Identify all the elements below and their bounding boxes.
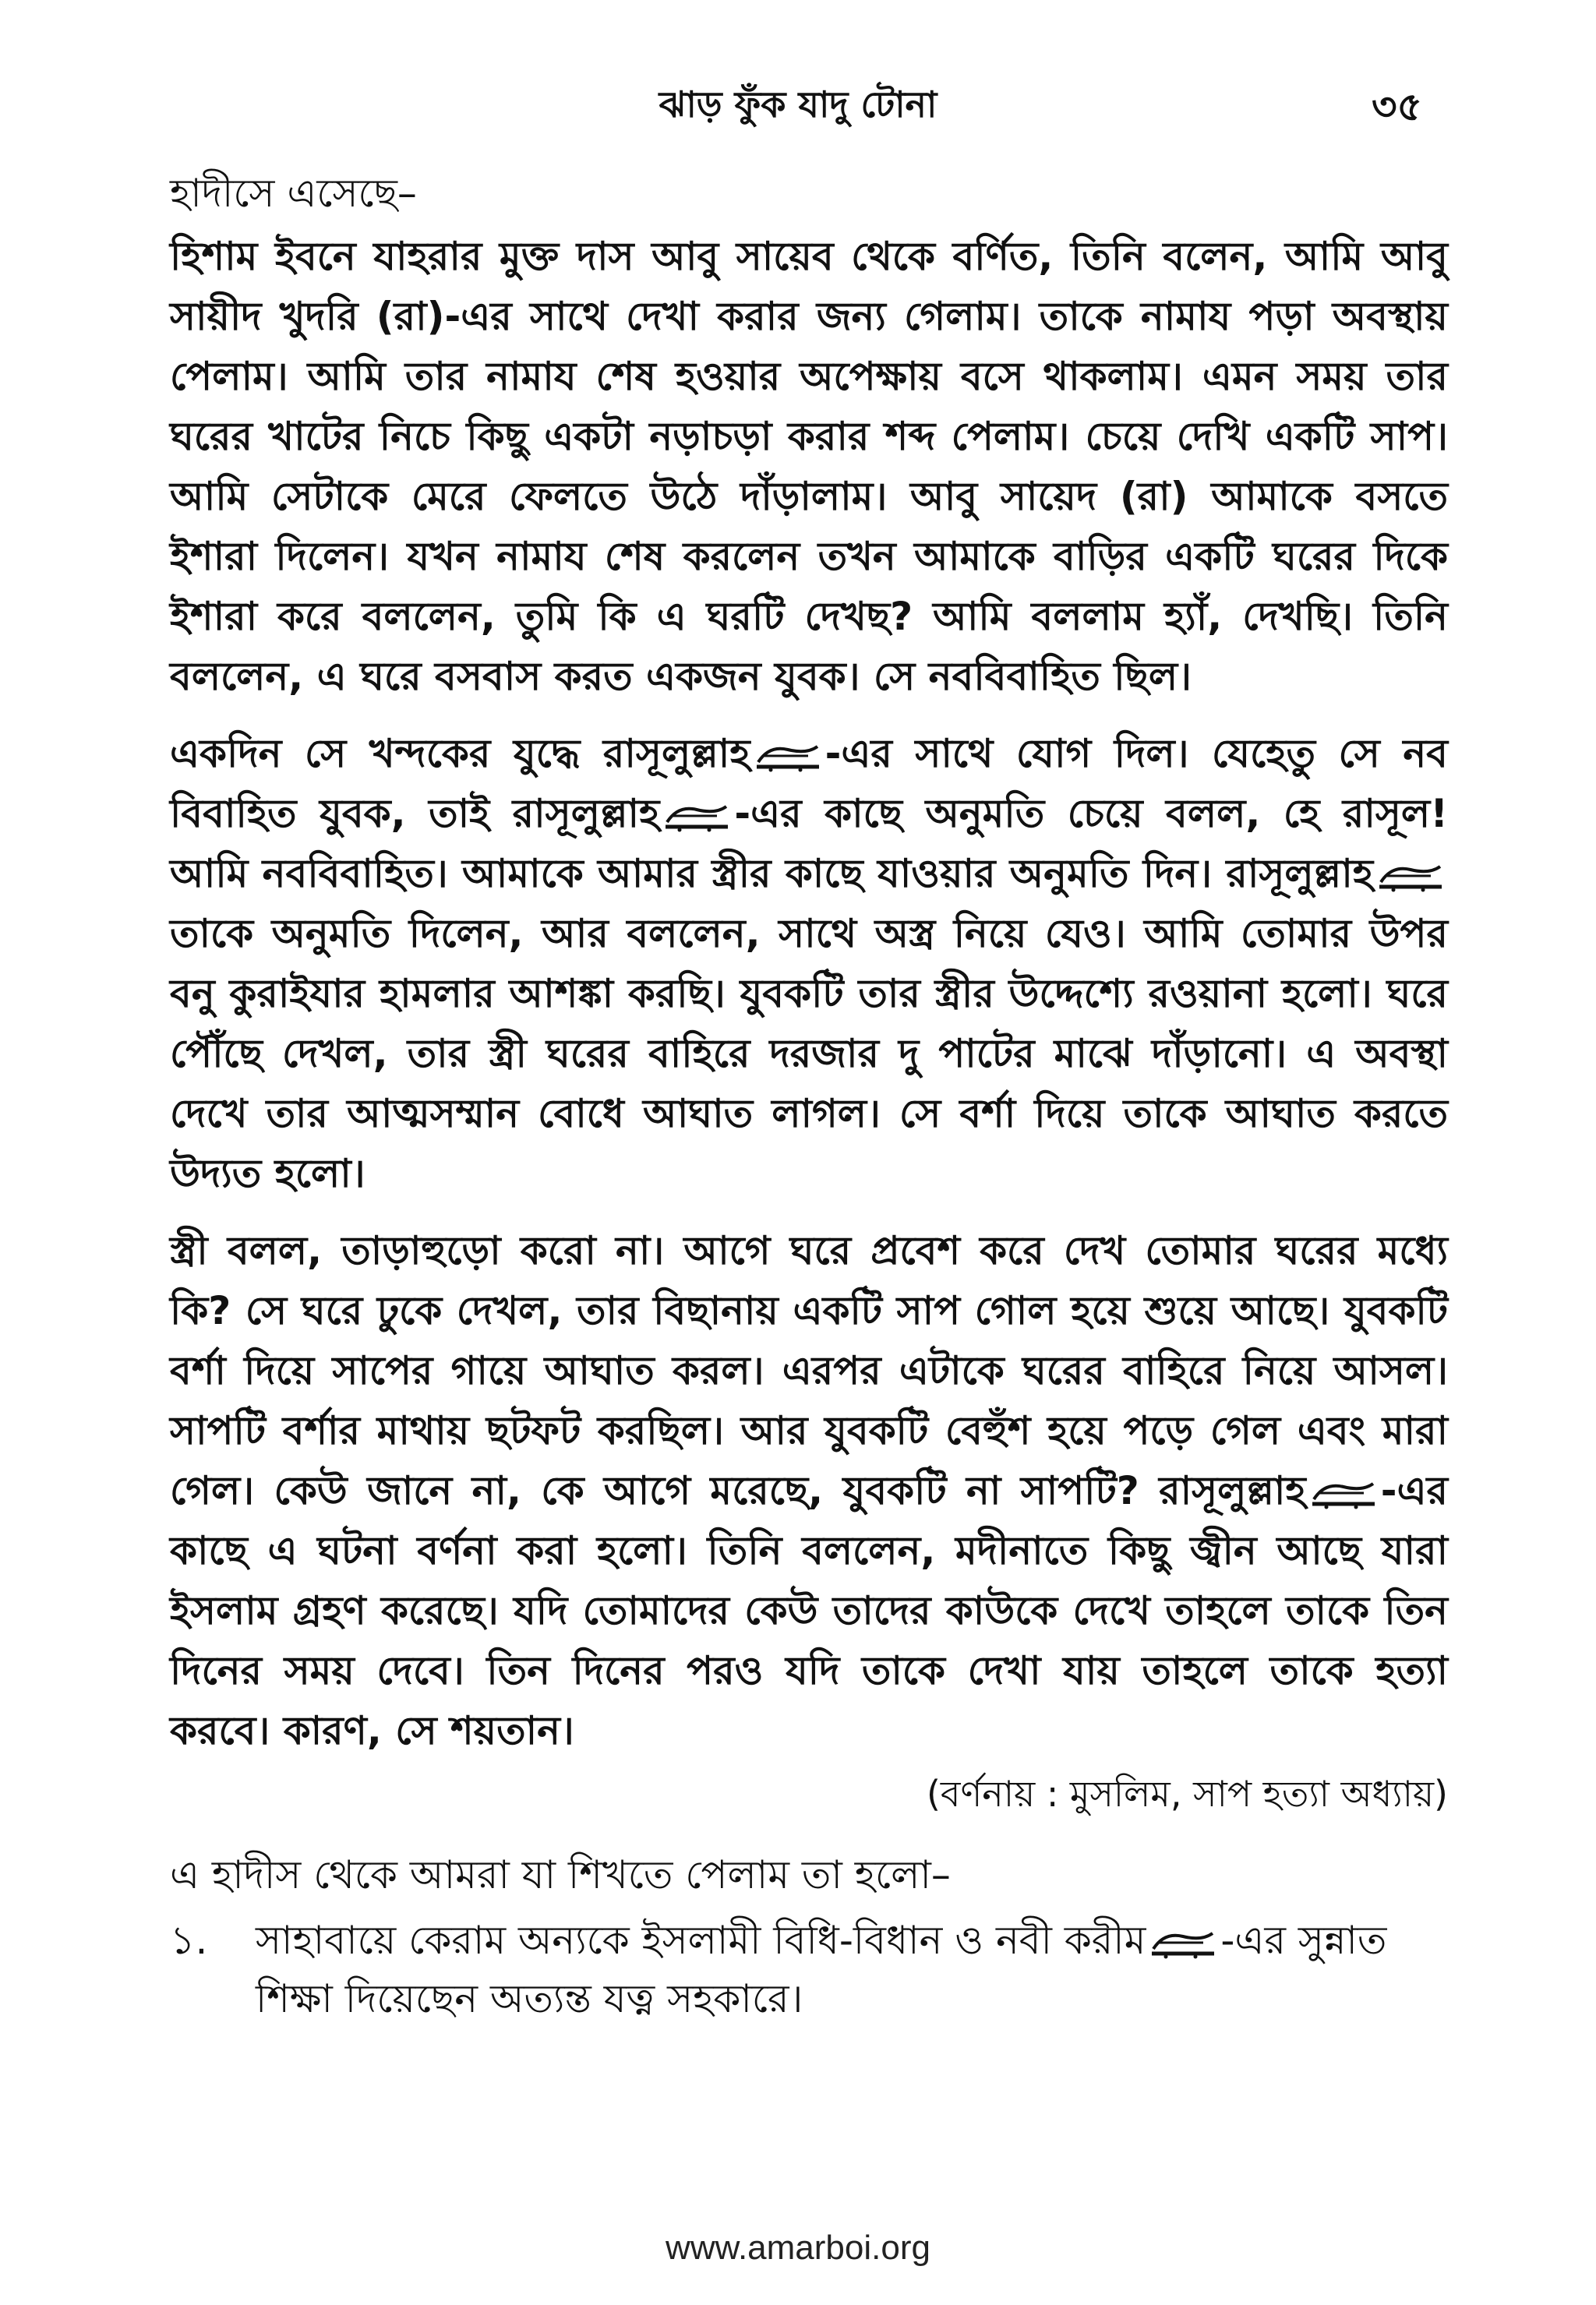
paragraph-2-text: -এর কাছে অনুমতি চেয়ে বলল, হে রাসূল! আমি নববিবাহিত। আমাকে আমার স্ত্রীর কাছে যাওয়ার অনুমতি দিন। রাসূলুল্লাহ <box>170 791 1448 896</box>
paragraph-3-text: স্ত্রী বলল, তাড়াহুড়ো করো না। আগে ঘরে প্রবেশ করে দেখ তোমার ঘরের মধ্যে কি? সে ঘরে ঢুকে দেখল, তার বিছানায় একটি সাপ গোল হয়ে শুয়ে আছে। যুবকটি বর্শা দিয়ে সাপের গায়ে আঘাত করল। এরপর এটাকে ঘরের বাহিরে নিয়ে আসল। সাপটি বর্শার মাথায় ছটফট করছিল। আর যুবকটি বেহুঁশ হয়ে পড়ে গেল এবং মারা গেল। কেউ জানে না, কে আগে মরেছে, যুবকটি না সাপটি? রাসূলুল্লাহ <box>170 1228 1448 1513</box>
lesson-intro: এ হাদীস থেকে আমরা যা শিখতে পেলাম তা হলো– <box>170 1852 951 1897</box>
paragraph-3 <box>170 1221 1448 1761</box>
list-item <box>170 1911 1448 2028</box>
paragraph-2-text: তাকে অনুমতি দিলেন, আর বললেন, সাথে অস্ত্র নিয়ে যেও। আমি তোমার উপর বনু কুরাইযার হামলার আশঙ্কা করছি। যুবকটি তার স্ত্রীর উদ্দেশ্যে রওয়ানা হলো। ঘরে পৌঁছে দেখল, তার স্ত্রী ঘরের বাহিরে দরজার দু পাটের মাঝে দাঁড়ানো। এ অবস্থা দেখে তার আত্মসম্মান বোধে আঘাত লাগল। সে বর্শা দিয়ে তাকে আঘাত করতে উদ্যত হলো। <box>170 911 1448 1196</box>
salutation-calligraphy-icon <box>1376 859 1445 895</box>
page-content <box>170 164 1448 2028</box>
page-number: ৩৫ <box>1372 84 1422 129</box>
salutation-calligraphy-icon <box>754 739 822 775</box>
salutation-calligraphy-icon <box>1149 1926 1217 1961</box>
paragraph-3-text: -এর কাছে এ ঘটনা বর্ণনা করা হলো। তিনি বললেন, মদীনাতে কিছু জ্বীন আছে যারা ইসলাম গ্রহণ করেছে। যদি তোমাদের কেউ তাদের কাউকে দেখে তাহলে তাকে তিন দিনের সময় দেবে। তিন দিনের পরও যদি তাকে দেখা যায় তাহলে তাকে হত্যা করবে। কারণ, সে শয়তান। <box>170 1468 1448 1753</box>
running-header-title: ঝাড় ফুঁক যাদু টোনা <box>659 83 937 125</box>
hadith-intro: হাদীসে এসেছে– <box>170 171 417 216</box>
paragraph-2-text: একদিন সে খন্দকের যুদ্ধে রাসূলুল্লাহ <box>170 731 750 776</box>
footer-url: www.amarboi.org <box>666 2229 930 2267</box>
list-item-number: ১. <box>170 1918 208 1963</box>
hadith-citation: (বর্ণনায় : মুসলিম, সাপ হত্যা অধ্যায়) <box>926 1773 1448 1815</box>
paragraph-2-text: -এর সাথে যোগ দিল। যেহেতু সে নব বিবাহিত যুবক, তাই রাসূলুল্লাহ <box>170 731 1449 836</box>
salutation-calligraphy-icon <box>662 799 731 835</box>
list-item-text-part: -এর সুন্নাত শিক্ষা দিয়েছেন অত্যন্ত যত্ন সহকারে। <box>256 1918 1387 2021</box>
list-item-text-part: সাহাবায়ে কেরাম অন্যকে ইসলামী বিধি-বিধান ও নবী করীম <box>256 1918 1146 1963</box>
paragraph-1: হিশাম ইবনে যাহরার মুক্ত দাস আবু সায়েব থেকে বর্ণিত, তিনি বলেন, আমি আবু সায়ীদ খুদরি (রা)-এর সাথে দেখা করার জন্য গেলাম। তাকে নামায পড়া অবস্থায় পেলাম। আমি তার নামায শেষ হওয়ার অপেক্ষায় বসে থাকলাম। এমন সময় তার ঘরের খাটের নিচে কিছু একটা নড়াচড়া করার শব্দ পেলাম। চেয়ে দেখি একটি সাপ। আমি সেটাকে মেরে ফেলতে উঠে দাঁড়ালাম। আবু সায়েদ (রা) আমাকে বসতে ইশারা দিলেন। যখন নামায শেষ করলেন তখন আমাকে বাড়ির একটি ঘরের দিকে ইশারা করে বললেন, তুমি কি এ ঘরটি দেখছ? আমি বললাম হ্যাঁ, দেখছি। তিনি বললেন, এ ঘরে বসবাস করত একজন যুবক। সে নববিবাহিত ছিল। <box>170 234 1448 699</box>
salutation-calligraphy-icon <box>1309 1476 1378 1512</box>
list-item-text <box>256 1911 1448 2028</box>
paragraph-2 <box>170 724 1448 1204</box>
